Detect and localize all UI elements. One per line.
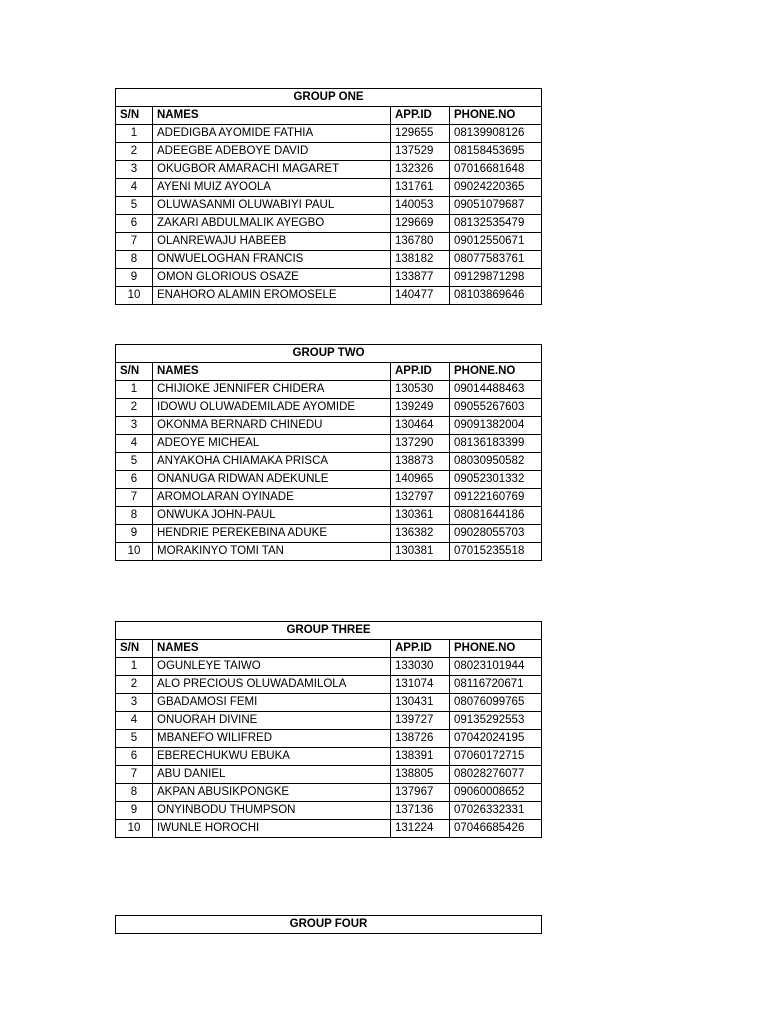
table-row (116, 453, 542, 471)
group-title: GROUP TWO (116, 345, 542, 363)
header-app-id: APP.ID (391, 363, 450, 381)
row-app-id: 139727 (391, 712, 450, 730)
table-row (116, 417, 542, 435)
row-name: ALO PRECIOUS OLUWADAMILOLA (153, 676, 391, 694)
row-app-id: 131074 (391, 676, 450, 694)
table-row (116, 471, 542, 489)
table-row (116, 748, 542, 766)
header-names: NAMES (153, 363, 391, 381)
row-app-id: 139249 (391, 399, 450, 417)
row-phone: 08023101944 (450, 658, 542, 676)
row-phone: 08077583761 (450, 251, 542, 269)
row-name: MORAKINYO TOMI TAN (153, 543, 391, 561)
row-sn: 1 (116, 658, 153, 676)
group-title: GROUP ONE (116, 89, 542, 107)
row-sn: 2 (116, 399, 153, 417)
header-row (116, 363, 542, 381)
table-row (116, 251, 542, 269)
row-sn: 5 (116, 453, 153, 471)
header-row (116, 640, 542, 658)
row-phone: 09135292553 (450, 712, 542, 730)
table-row (116, 784, 542, 802)
row-app-id: 130431 (391, 694, 450, 712)
row-app-id: 138391 (391, 748, 450, 766)
row-name: ADEEGBE ADEBOYE DAVID (153, 143, 391, 161)
table-row (116, 802, 542, 820)
row-app-id: 138182 (391, 251, 450, 269)
row-name: ENAHORO ALAMIN EROMOSELE (153, 287, 391, 305)
row-name: ONUORAH DIVINE (153, 712, 391, 730)
table-row (116, 694, 542, 712)
table-row (116, 197, 542, 215)
row-sn: 3 (116, 417, 153, 435)
row-app-id: 140053 (391, 197, 450, 215)
table-row (116, 215, 542, 233)
table-row (116, 712, 542, 730)
row-name: OGUNLEYE TAIWO (153, 658, 391, 676)
row-name: ANYAKOHA CHIAMAKA PRISCA (153, 453, 391, 471)
row-phone: 07026332331 (450, 802, 542, 820)
group-one-table (115, 88, 542, 305)
row-app-id: 130381 (391, 543, 450, 561)
row-sn: 6 (116, 215, 153, 233)
row-name: MBANEFO WILIFRED (153, 730, 391, 748)
row-app-id: 138873 (391, 453, 450, 471)
row-phone: 09024220365 (450, 179, 542, 197)
row-app-id: 138726 (391, 730, 450, 748)
table-row (116, 820, 542, 838)
row-phone: 08139908126 (450, 125, 542, 143)
row-app-id: 137290 (391, 435, 450, 453)
header-phone: PHONE.NO (450, 363, 542, 381)
row-app-id: 133877 (391, 269, 450, 287)
row-sn: 4 (116, 435, 153, 453)
row-app-id: 137967 (391, 784, 450, 802)
row-sn: 4 (116, 712, 153, 730)
table-row (116, 730, 542, 748)
row-phone: 09012550671 (450, 233, 542, 251)
header-app-id: APP.ID (391, 640, 450, 658)
row-sn: 1 (116, 381, 153, 399)
row-phone: 08028276077 (450, 766, 542, 784)
table-row (116, 525, 542, 543)
table-row (116, 125, 542, 143)
row-phone: 08030950582 (450, 453, 542, 471)
row-app-id: 130361 (391, 507, 450, 525)
row-name: ONWUELOGHAN FRANCIS (153, 251, 391, 269)
group-four-table (115, 915, 542, 934)
row-name: ONYINBODU THUMPSON (153, 802, 391, 820)
row-name: IDOWU OLUWADEMILADE AYOMIDE (153, 399, 391, 417)
table-row (116, 143, 542, 161)
row-phone: 07046685426 (450, 820, 542, 838)
header-app-id: APP.ID (391, 107, 450, 125)
row-name: OMON GLORIOUS OSAZE (153, 269, 391, 287)
row-sn: 5 (116, 197, 153, 215)
row-name: ZAKARI ABDULMALIK AYEGBO (153, 215, 391, 233)
row-phone: 08158453695 (450, 143, 542, 161)
row-name: HENDRIE PEREKEBINA ADUKE (153, 525, 391, 543)
group-title: GROUP FOUR (116, 916, 542, 934)
row-sn: 8 (116, 251, 153, 269)
row-phone: 08076099765 (450, 694, 542, 712)
group-two-table (115, 344, 542, 561)
row-name: ADEOYE MICHEAL (153, 435, 391, 453)
header-row (116, 107, 542, 125)
table-row (116, 179, 542, 197)
row-sn: 9 (116, 525, 153, 543)
header-names: NAMES (153, 107, 391, 125)
row-app-id: 130530 (391, 381, 450, 399)
row-app-id: 136382 (391, 525, 450, 543)
row-app-id: 133030 (391, 658, 450, 676)
row-sn: 8 (116, 507, 153, 525)
row-phone: 08116720671 (450, 676, 542, 694)
row-phone: 08081644186 (450, 507, 542, 525)
row-phone: 09060008652 (450, 784, 542, 802)
table-row (116, 676, 542, 694)
row-app-id: 132326 (391, 161, 450, 179)
table-row (116, 399, 542, 417)
row-sn: 7 (116, 766, 153, 784)
header-phone: PHONE.NO (450, 640, 542, 658)
row-app-id: 136780 (391, 233, 450, 251)
table-row (116, 233, 542, 251)
header-sn: S/N (116, 640, 153, 658)
row-app-id: 130464 (391, 417, 450, 435)
row-phone: 09129871298 (450, 269, 542, 287)
row-sn: 10 (116, 543, 153, 561)
row-app-id: 137529 (391, 143, 450, 161)
row-sn: 7 (116, 233, 153, 251)
row-app-id: 140477 (391, 287, 450, 305)
row-sn: 5 (116, 730, 153, 748)
row-app-id: 140965 (391, 471, 450, 489)
row-sn: 10 (116, 820, 153, 838)
row-name: GBADAMOSI FEMI (153, 694, 391, 712)
table-row (116, 507, 542, 525)
row-name: OLANREWAJU HABEEB (153, 233, 391, 251)
row-name: ONWUKA JOHN-PAUL (153, 507, 391, 525)
row-phone: 09122160769 (450, 489, 542, 507)
row-app-id: 137136 (391, 802, 450, 820)
row-name: AYENI MUIZ AYOOLA (153, 179, 391, 197)
row-sn: 1 (116, 125, 153, 143)
row-name: IWUNLE HOROCHI (153, 820, 391, 838)
row-phone: 09028055703 (450, 525, 542, 543)
row-name: AROMOLARAN OYINADE (153, 489, 391, 507)
header-sn: S/N (116, 363, 153, 381)
row-name: ONANUGA RIDWAN ADEKUNLE (153, 471, 391, 489)
table-row (116, 269, 542, 287)
row-phone: 09091382004 (450, 417, 542, 435)
row-phone: 09051079687 (450, 197, 542, 215)
row-phone: 08103869646 (450, 287, 542, 305)
group-three-table (115, 621, 542, 838)
row-name: OKUGBOR AMARACHI MAGARET (153, 161, 391, 179)
row-sn: 10 (116, 287, 153, 305)
row-sn: 4 (116, 179, 153, 197)
row-sn: 7 (116, 489, 153, 507)
table-row (116, 381, 542, 399)
row-name: ABU DANIEL (153, 766, 391, 784)
group-title: GROUP THREE (116, 622, 542, 640)
table-row (116, 435, 542, 453)
row-name: EBERECHUKWU EBUKA (153, 748, 391, 766)
table-row (116, 658, 542, 676)
row-phone: 07016681648 (450, 161, 542, 179)
row-sn: 9 (116, 269, 153, 287)
row-phone: 09014488463 (450, 381, 542, 399)
row-name: CHIJIOKE JENNIFER CHIDERA (153, 381, 391, 399)
row-sn: 2 (116, 676, 153, 694)
table-row (116, 287, 542, 305)
row-phone: 09052301332 (450, 471, 542, 489)
table-row (116, 543, 542, 561)
row-app-id: 131224 (391, 820, 450, 838)
row-sn: 3 (116, 161, 153, 179)
row-app-id: 129669 (391, 215, 450, 233)
row-phone: 07042024195 (450, 730, 542, 748)
row-sn: 8 (116, 784, 153, 802)
header-sn: S/N (116, 107, 153, 125)
header-names: NAMES (153, 640, 391, 658)
row-sn: 6 (116, 748, 153, 766)
row-phone: 08136183399 (450, 435, 542, 453)
row-app-id: 138805 (391, 766, 450, 784)
row-app-id: 132797 (391, 489, 450, 507)
row-app-id: 131761 (391, 179, 450, 197)
table-row (116, 489, 542, 507)
row-sn: 2 (116, 143, 153, 161)
row-sn: 6 (116, 471, 153, 489)
row-app-id: 129655 (391, 125, 450, 143)
row-name: OKONMA BERNARD CHINEDU (153, 417, 391, 435)
row-sn: 3 (116, 694, 153, 712)
row-name: OLUWASANMI OLUWABIYI PAUL (153, 197, 391, 215)
row-phone: 07060172715 (450, 748, 542, 766)
header-phone: PHONE.NO (450, 107, 542, 125)
row-phone: 07015235518 (450, 543, 542, 561)
row-phone: 08132535479 (450, 215, 542, 233)
row-name: AKPAN ABUSIKPONGKE (153, 784, 391, 802)
row-phone: 09055267603 (450, 399, 542, 417)
row-sn: 9 (116, 802, 153, 820)
table-row (116, 766, 542, 784)
table-row (116, 161, 542, 179)
row-name: ADEDIGBA AYOMIDE FATHIA (153, 125, 391, 143)
